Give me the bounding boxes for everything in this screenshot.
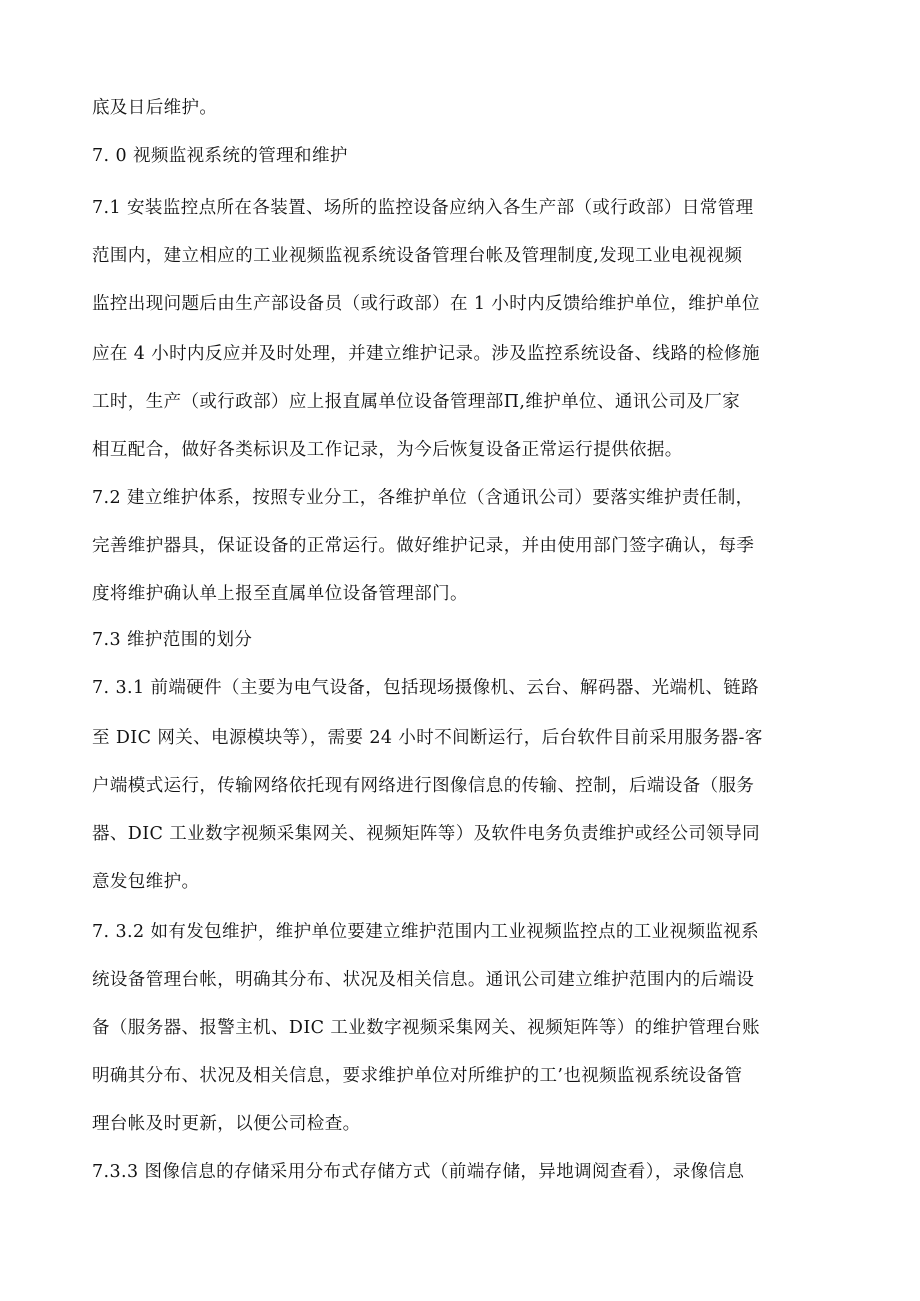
text-line: 相互配合，做好各类标识及工作记录，为今后恢复设备正常运行提供依据。: [92, 440, 683, 460]
section-heading: 7. 0 视频监视系统的管理和维护: [92, 146, 348, 166]
text-line: 理台帐及时更新，以便公司检查。: [92, 1114, 361, 1134]
text-line: 户端模式运行，传输网络依托现有网络进行图像信息的传输、控制，后端设备（服务: [92, 776, 755, 796]
text-line: 7.2 建立维护体系，按照专业分工，各维护单位（含通讯公司）要落实维护责任制，: [92, 488, 754, 508]
text-line: 7. 3.1 前端硬件（主要为电气设备，包括现场摄像机、云台、解码器、光端机、链路: [92, 678, 760, 698]
text-line: 7.1 安装监控点所在各装置、场所的监控设备应纳入各生产部（或行政部）日常管理: [92, 198, 754, 218]
text-line: 明确其分布、状况及相关信息，要求维护单位对所维护的工’也视频监视系统设备管: [92, 1066, 743, 1086]
text-line: 器、DIC 工业数字视频采集网关、视频矩阵等）及软件电务负责维护或经公司领导同: [92, 824, 760, 844]
text-line: 应在 4 小时内反应并及时处理，并建立维护记录。涉及监控系统设备、线路的检修施: [92, 344, 760, 364]
text-line: 意发包维护。: [92, 872, 200, 892]
section-heading: 7.3 维护范围的划分: [92, 630, 253, 650]
text-line: 备（服务器、报警主机、DIC 工业数字视频采集网关、视频矩阵等）的维护管理台账: [92, 1018, 760, 1038]
text-line: 底及日后维护。: [92, 98, 218, 118]
text-line: 范围内，建立相应的工业视频监视系统设备管理台帐及管理制度,发现工业电视视频: [92, 246, 743, 266]
text-line: 监控出现问题后由生产部设备员（或行政部）在 1 小时内反馈给维护单位，维护单位: [92, 294, 760, 314]
text-line: 完善维护器具，保证设备的正常运行。做好维护记录，并由使用部门签字确认，每季: [92, 536, 755, 556]
text-line: 至 DIC 网关、电源模块等），需要 24 小时不间断运行，后台软件目前采用服务器-客: [92, 728, 763, 748]
text-line: 统设备管理台帐，明确其分布、状况及相关信息。通讯公司建立维护范围内的后端设: [92, 970, 755, 990]
text-line: 度将维护确认单上报至直属单位设备管理部门。: [92, 584, 468, 604]
text-line: 工时，生产（或行政部）应上报直属单位设备管理部Π,维护单位、通讯公司及厂家: [92, 392, 741, 412]
text-line: 7. 3.2 如有发包维护，维护单位要建立维护范围内工业视频监控点的工业视频监视系: [92, 922, 760, 942]
text-line: 7.3.3 图像信息的存储采用分布式存储方式（前端存储，异地调阅查看），录像信息: [92, 1162, 745, 1182]
